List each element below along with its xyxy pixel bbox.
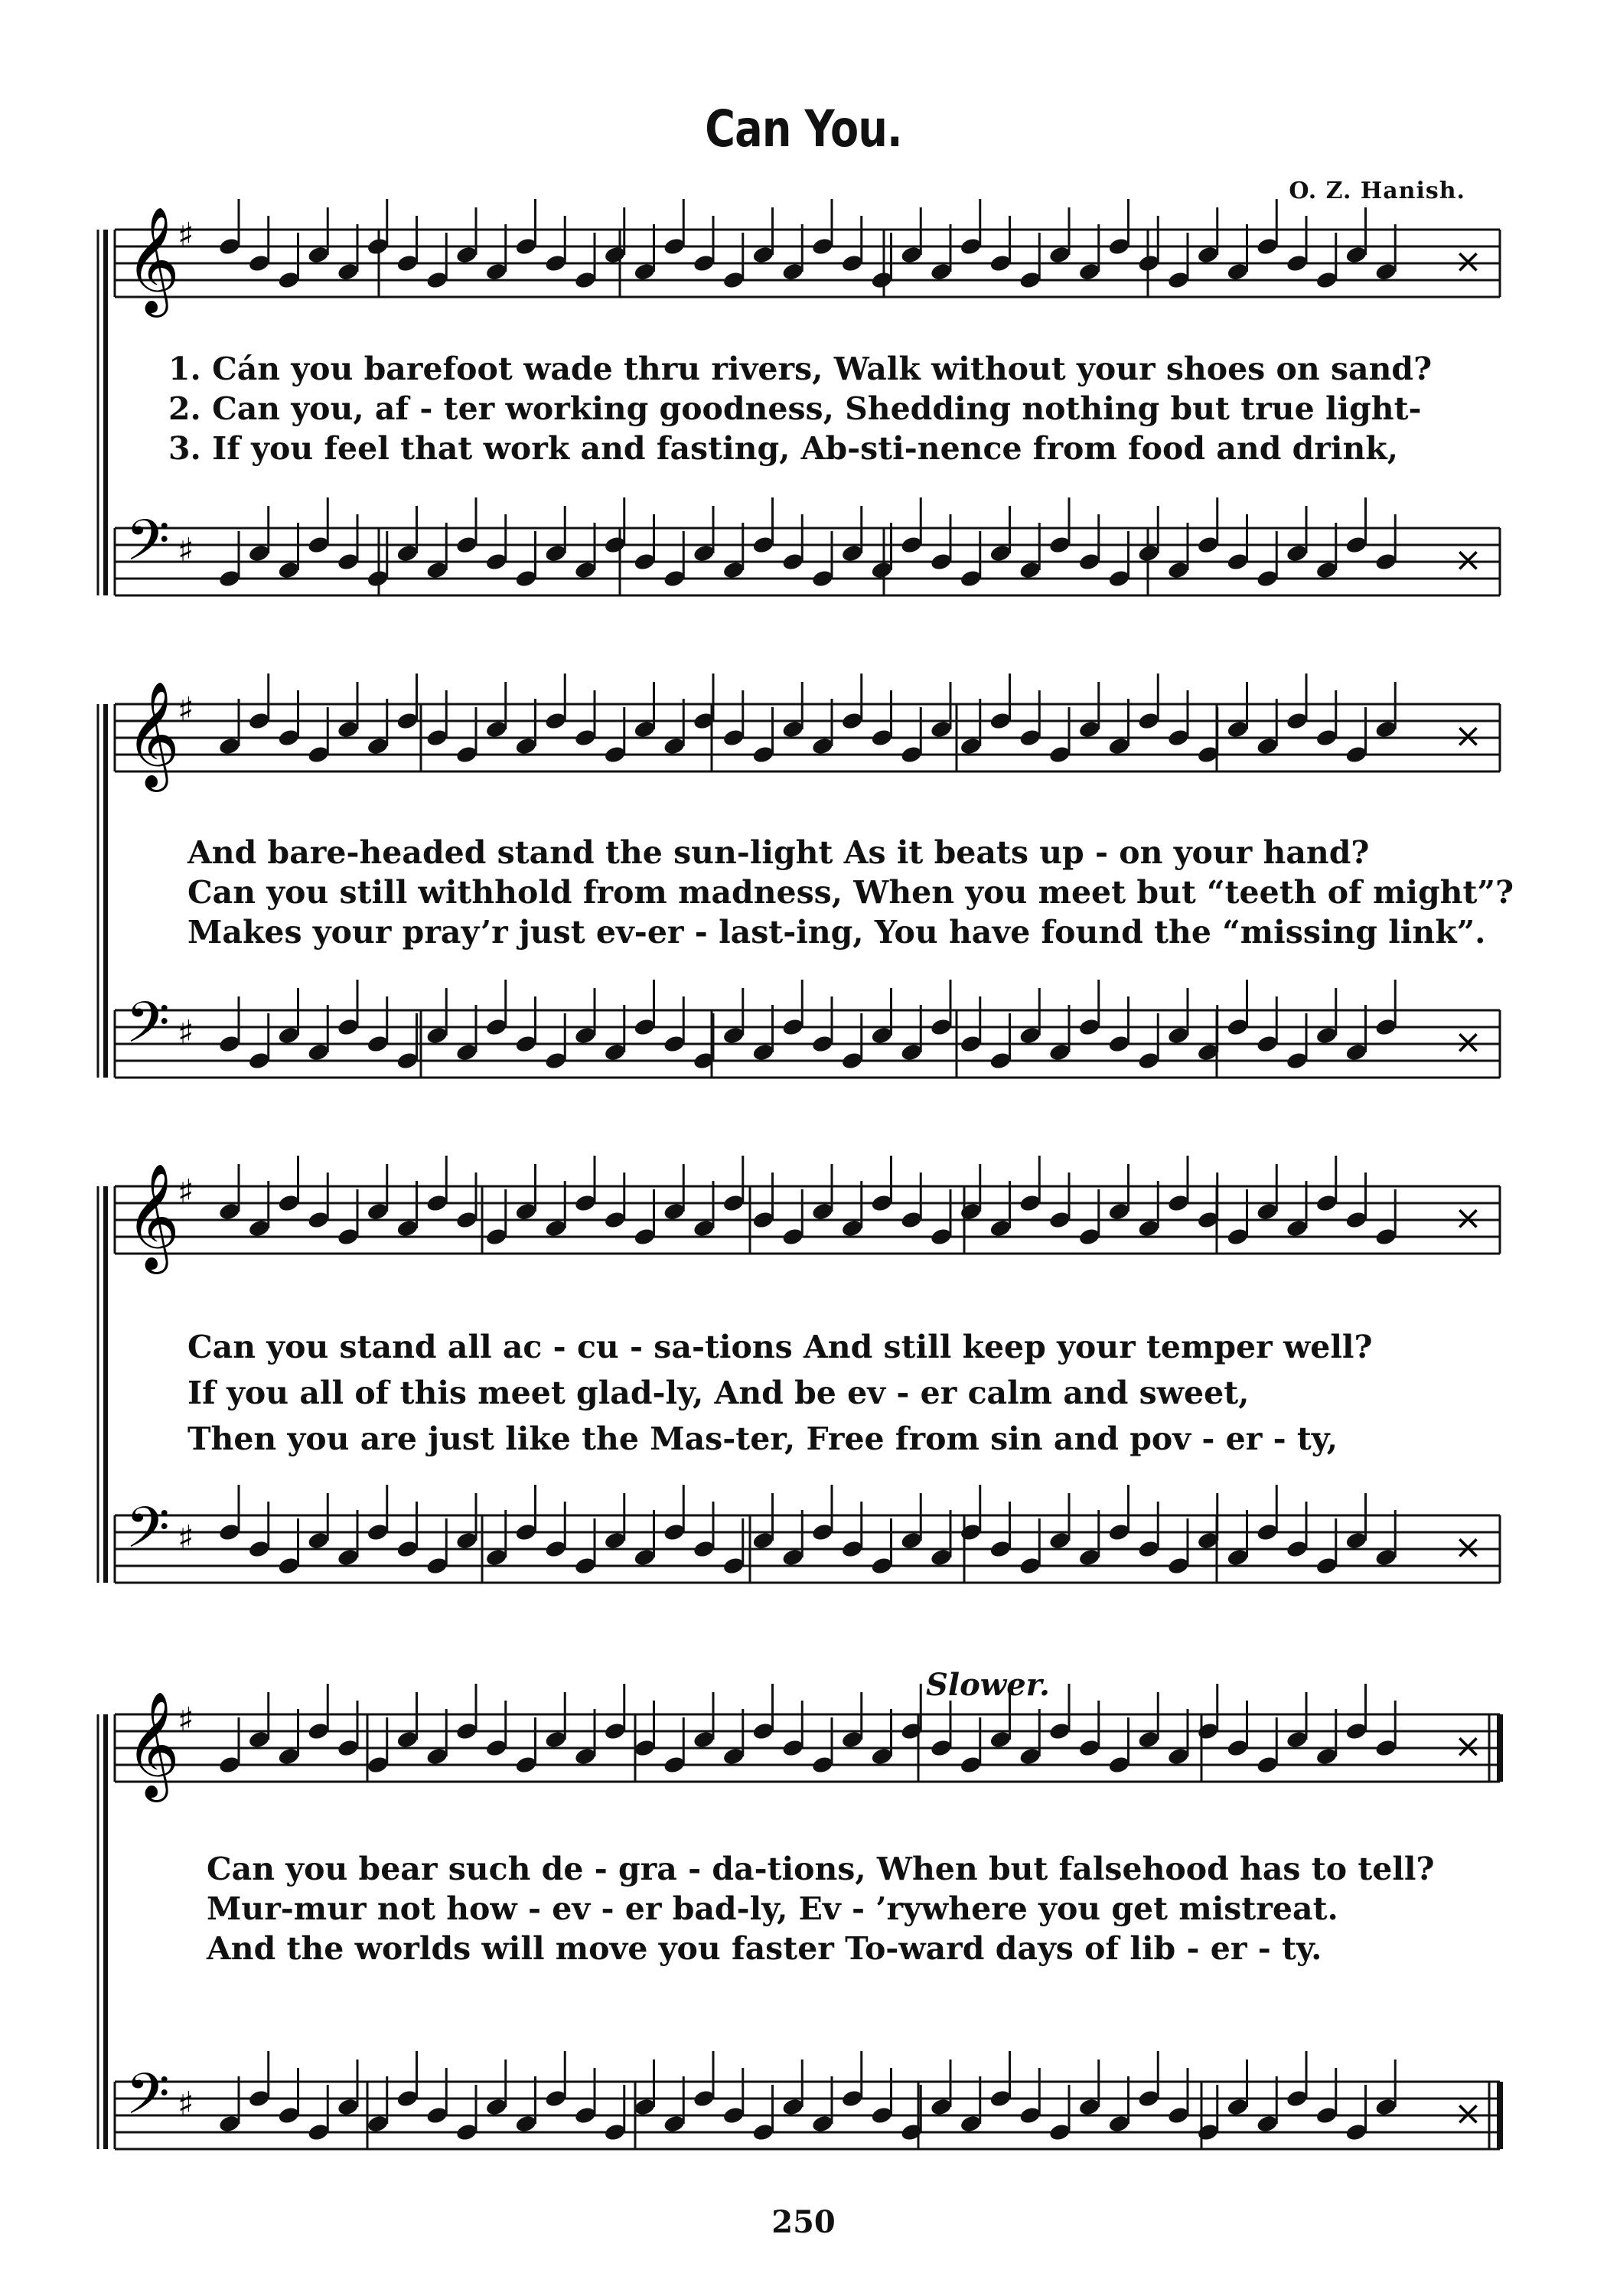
rest-icon: × bbox=[1454, 1528, 1482, 1567]
lyric-line: Can you stand all ac - cu - sa-tions And still keep your temper well? bbox=[187, 1329, 1373, 1365]
bass-staff bbox=[115, 980, 1500, 1078]
rest-icon: × bbox=[1454, 540, 1482, 579]
bass-clef-icon: 𝄢 bbox=[125, 507, 170, 588]
lyric-line: And the worlds will move you faster To-ward days of lib - er - ty. bbox=[207, 1930, 1322, 1967]
bass-clef-icon: 𝄢 bbox=[125, 1495, 170, 1575]
key-signature-sharp-icon: ♯ bbox=[178, 1518, 194, 1557]
music-system-4 bbox=[115, 1684, 1500, 2174]
key-signature-sharp-icon: ♯ bbox=[178, 2085, 194, 2124]
rest-icon: × bbox=[1454, 1199, 1482, 1238]
lyric-line: 2. Can you, af - ter working goodness, Shedding nothing but true light- bbox=[168, 390, 1422, 427]
rest-icon: × bbox=[1454, 2094, 1482, 2133]
lyric-line: Mur-mur not how - ev - er bad-ly, Ev - ’rywhere you get mistreat. bbox=[207, 1890, 1338, 1927]
lyric-line: Makes your pray’r just ev-er - last-ing, You have found the “missing link”. bbox=[187, 914, 1486, 951]
bass-clef-icon: 𝄢 bbox=[125, 2061, 170, 2141]
key-signature-sharp-icon: ♯ bbox=[178, 1013, 194, 1052]
page-number: 250 bbox=[771, 2204, 836, 2240]
music-system-2 bbox=[115, 673, 1514, 1102]
music-system-3 bbox=[115, 1156, 1500, 1615]
lyric-line: Can you still withhold from madness, When you meet but “teeth of might”? bbox=[187, 874, 1514, 911]
composer-credit: O. Z. Hanish. bbox=[1289, 178, 1465, 204]
rest-icon: × bbox=[1454, 242, 1482, 281]
lyric-line: Can you bear such de - gra - da-tions, When but falsehood has to tell? bbox=[207, 1851, 1435, 1887]
hymn-title: Can You. bbox=[705, 99, 902, 158]
bass-staff bbox=[115, 2051, 1500, 2149]
treble-clef-icon: 𝄞 bbox=[125, 1691, 180, 1798]
key-signature-sharp-icon: ♯ bbox=[178, 531, 194, 570]
treble-staff bbox=[115, 1156, 1500, 1274]
key-signature-sharp-icon: ♯ bbox=[178, 690, 194, 729]
treble-clef-icon: 𝄞 bbox=[125, 681, 180, 788]
lyric-line: 1. Cán you barefoot wade thru rivers, Walk without your shoes on sand? bbox=[168, 351, 1433, 387]
music-system-1 bbox=[115, 207, 1500, 635]
lyric-line: Then you are just like the Mas-ter, Free from sin and pov - er - ty, bbox=[187, 1420, 1338, 1457]
rest-icon: × bbox=[1454, 1727, 1482, 1766]
bass-staff bbox=[115, 497, 1500, 595]
bass-staff bbox=[115, 1485, 1500, 1583]
tempo-marking: Slower. bbox=[926, 1667, 1050, 1703]
treble-staff bbox=[115, 199, 1500, 318]
rest-icon: × bbox=[1454, 1022, 1482, 1062]
treble-staff bbox=[115, 1684, 1500, 1802]
music-staves-4 bbox=[115, 1684, 1500, 2174]
key-signature-sharp-icon: ♯ bbox=[178, 1701, 194, 1740]
treble-clef-icon: 𝄞 bbox=[125, 207, 180, 313]
key-signature-sharp-icon: ♯ bbox=[178, 216, 194, 255]
treble-staff bbox=[115, 673, 1500, 792]
lyric-line: 3. If you feel that work and fasting, Ab-sti-nence from food and drink, bbox=[168, 430, 1398, 467]
rest-icon: × bbox=[1454, 716, 1482, 755]
bass-clef-icon: 𝄢 bbox=[125, 990, 170, 1070]
lyric-line: If you all of this meet glad-ly, And be ev - er calm and sweet, bbox=[187, 1375, 1250, 1411]
treble-clef-icon: 𝄞 bbox=[125, 1163, 180, 1270]
lyric-line: And bare-headed stand the sun-light As it beats up - on your hand? bbox=[187, 834, 1370, 871]
key-signature-sharp-icon: ♯ bbox=[178, 1172, 194, 1212]
